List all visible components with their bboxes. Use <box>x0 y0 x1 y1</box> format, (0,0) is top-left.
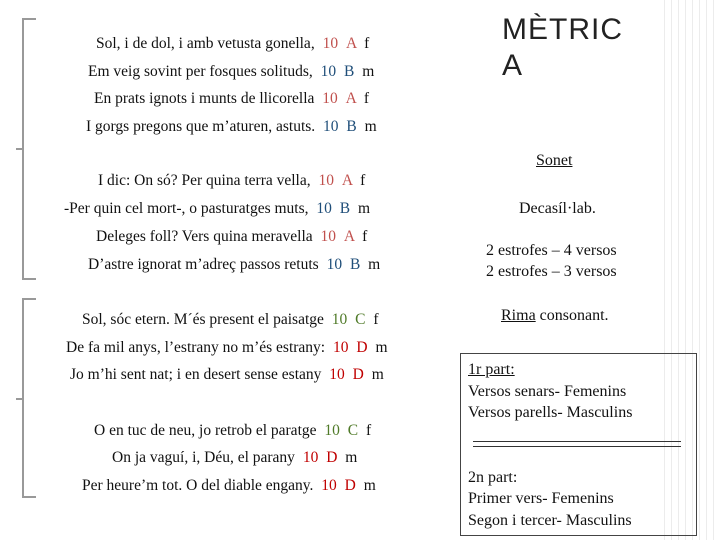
syllable-count: 10 <box>324 422 340 439</box>
rhyme-gender: m <box>345 449 358 466</box>
verse-line <box>70 366 384 384</box>
rhyme-letter: A <box>345 35 357 52</box>
syllable-count: 10 <box>321 477 337 494</box>
part2-line: Primer vers- Femenins <box>468 490 614 507</box>
bracket-quatrains <box>22 18 36 280</box>
rhyme-letter: B <box>339 200 351 217</box>
rhyme-gender: f <box>373 311 379 328</box>
verse-text: -Per quin cel mort-, o pasturatges muts, <box>64 200 309 217</box>
verse-text: I dic: On só? Per quina terra vella, <box>98 172 311 189</box>
syllable-count: 10 <box>323 118 339 135</box>
syllable-count: 10 <box>326 256 343 273</box>
verse-text: I gorgs pregons que m’aturen, astuts. <box>86 118 316 135</box>
rhyme-gender: m <box>357 200 371 217</box>
part2-line: Segon i tercer- Masculins <box>468 512 632 529</box>
rhyme-gender: m <box>368 256 381 273</box>
rhyme-type <box>501 307 609 325</box>
part1-title: 1r part: <box>468 361 515 378</box>
verse-text: Sol, sóc etern. M´és present el paisatge <box>82 311 324 328</box>
part1-line: Versos parells- Masculins <box>468 404 633 421</box>
rhyme-qualifier: consonant. <box>535 307 609 324</box>
rhyme-letter: D <box>344 477 356 494</box>
bracket-tick <box>16 148 24 150</box>
rhyme-letter: A <box>343 228 355 245</box>
verse-line <box>88 256 380 274</box>
stanza-count-tercets: 2 estrofes – 3 versos <box>486 263 617 280</box>
rhyme-gender: f <box>363 90 370 107</box>
verse-line <box>94 90 369 108</box>
rhyme-gender: f <box>365 422 372 439</box>
rhyme-letter: B <box>344 63 355 80</box>
stanza-count-quatrains: 2 estrofes – 4 versos <box>486 242 617 259</box>
rhyme-gender: f <box>360 172 366 189</box>
verse-line <box>82 477 376 495</box>
verse-line <box>64 200 370 218</box>
rhyme-gender: m <box>362 63 375 80</box>
rhyme-gender: m <box>371 366 384 383</box>
form-name: Sonet <box>536 152 573 169</box>
verse-line <box>66 339 388 357</box>
page-title <box>502 12 623 84</box>
rhyme-letter: B <box>349 256 361 273</box>
part1-line: Versos senars- Femenins <box>468 383 627 400</box>
rhyme-letter: C <box>347 422 359 439</box>
rhyme-gender: m <box>375 339 388 356</box>
syllable-count: 10 <box>331 311 348 328</box>
rhyme-letter: B <box>346 118 357 135</box>
verse-line <box>96 228 367 246</box>
verse-text: Em veig sovint per fosques solituds, <box>88 63 313 80</box>
verse-text: Deleges foll? Vers quina meravella <box>96 228 313 245</box>
verse-text: O en tuc de neu, jo retrob el paratge <box>94 422 317 439</box>
verse-text: D’astre ignorat m’adreç passos retuts <box>88 256 319 273</box>
part2-title: 2n part: <box>468 469 518 486</box>
syllable-count: 10 <box>302 449 319 466</box>
rhyme-letter: A <box>341 172 353 189</box>
rhyme-letter: C <box>355 311 366 328</box>
rhyme-letter: D <box>356 339 368 356</box>
syllable-count: 10 <box>320 228 337 245</box>
bracket-tick <box>16 398 24 400</box>
double-divider <box>473 441 681 447</box>
verse-text: De fa mil anys, l’estrany no m’és estrany: <box>66 339 326 356</box>
verse-text: On ja vaguí, i, Déu, el parany <box>112 449 295 466</box>
rhyme-letter: A <box>345 90 356 107</box>
title-line: MÈTRIC <box>502 13 623 46</box>
syllable-count: 10 <box>333 339 349 356</box>
verse-line <box>98 172 365 190</box>
verse-line <box>94 422 371 440</box>
rhyme-letter: D <box>352 366 364 383</box>
title-line: A <box>502 49 524 82</box>
rhyme-gender: f <box>362 228 368 245</box>
syllable-count: 10 <box>329 366 345 383</box>
verse-line <box>88 63 374 81</box>
syllable-count: 10 <box>322 90 338 107</box>
meter-type: Decasíl·lab. <box>519 200 596 217</box>
rhyme-gender: m <box>364 118 377 135</box>
syllable-count: 10 <box>318 172 334 189</box>
verse-text: En prats ignots i munts de llicorella <box>94 90 315 107</box>
syllable-count: 10 <box>316 200 332 217</box>
syllable-count: 10 <box>322 35 339 52</box>
verse-line <box>86 118 377 136</box>
verse-text: Per heure’m tot. O del diable engany. <box>82 477 314 494</box>
verse-line <box>82 311 379 329</box>
rhyme-gender: f <box>364 35 370 52</box>
verse-line <box>112 449 357 467</box>
verse-text: Sol, i de dol, i amb vetusta gonella, <box>96 35 315 52</box>
rhyme-word: Rima <box>501 307 536 324</box>
syllable-count: 10 <box>320 63 337 80</box>
bracket-tercets <box>22 298 36 498</box>
verse-line <box>96 35 369 53</box>
rhyme-letter: D <box>326 449 338 466</box>
rhyme-gender: m <box>363 477 376 494</box>
verse-text: Jo m’hi sent nat; i en desert sense estany <box>70 366 322 383</box>
